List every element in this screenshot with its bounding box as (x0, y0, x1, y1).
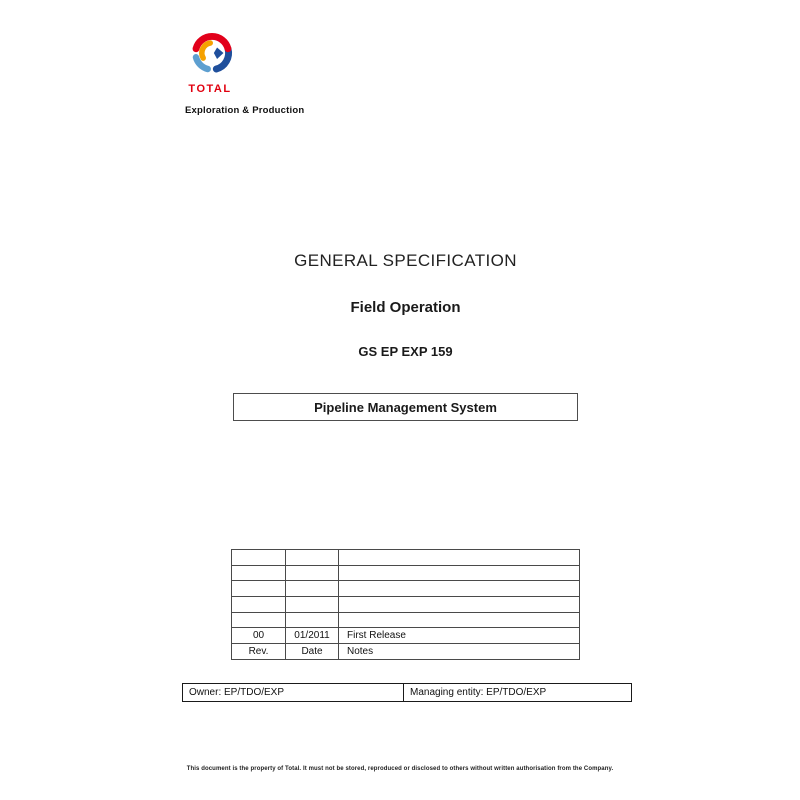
discipline-title: Field Operation (350, 299, 461, 316)
rev-cell (232, 581, 286, 597)
date-cell (286, 597, 339, 613)
rev-cell: 00 (232, 628, 286, 644)
table-row (232, 581, 580, 597)
table-row-first-release (232, 628, 580, 644)
date-cell (286, 565, 339, 581)
total-wordmark: TOTAL (188, 83, 232, 95)
table-row (232, 597, 580, 613)
table-header-row (232, 644, 580, 660)
rev-cell (232, 612, 286, 628)
revision-table (231, 549, 580, 660)
rev-header-cell: Rev. (232, 644, 286, 660)
ownership-row (183, 684, 632, 702)
date-cell: 01/2011 (286, 628, 339, 644)
confidentiality-notice: This document is the property of Total. It must not be stored, reproduced or disclosed to others without written authorisation from the Company. (186, 766, 614, 772)
ownership-table (182, 683, 632, 702)
logo-tagline: Exploration & Production (185, 105, 305, 116)
notes-cell: First Release (339, 628, 580, 644)
total-globe-logo-icon (189, 30, 235, 76)
table-row (232, 612, 580, 628)
table-row (232, 550, 580, 566)
notes-header-cell: Notes (339, 644, 580, 660)
rev-cell (232, 565, 286, 581)
doc-type-title: GENERAL SPECIFICATION (294, 251, 517, 270)
date-cell (286, 612, 339, 628)
document-title-box (233, 393, 578, 421)
notes-cell (339, 565, 580, 581)
owner-cell: Owner: EP/TDO/EXP (183, 684, 404, 702)
notes-cell (339, 597, 580, 613)
date-cell (286, 550, 339, 566)
notes-cell (339, 581, 580, 597)
notes-cell (339, 550, 580, 566)
date-header-cell: Date (286, 644, 339, 660)
rev-cell (232, 597, 286, 613)
rev-cell (232, 550, 286, 566)
notes-cell (339, 612, 580, 628)
managing-entity-cell: Managing entity: EP/TDO/EXP (404, 684, 632, 702)
date-cell (286, 581, 339, 597)
document-title: Pipeline Management System (314, 399, 497, 415)
table-row (232, 565, 580, 581)
doc-number: GS EP EXP 159 (358, 344, 453, 359)
